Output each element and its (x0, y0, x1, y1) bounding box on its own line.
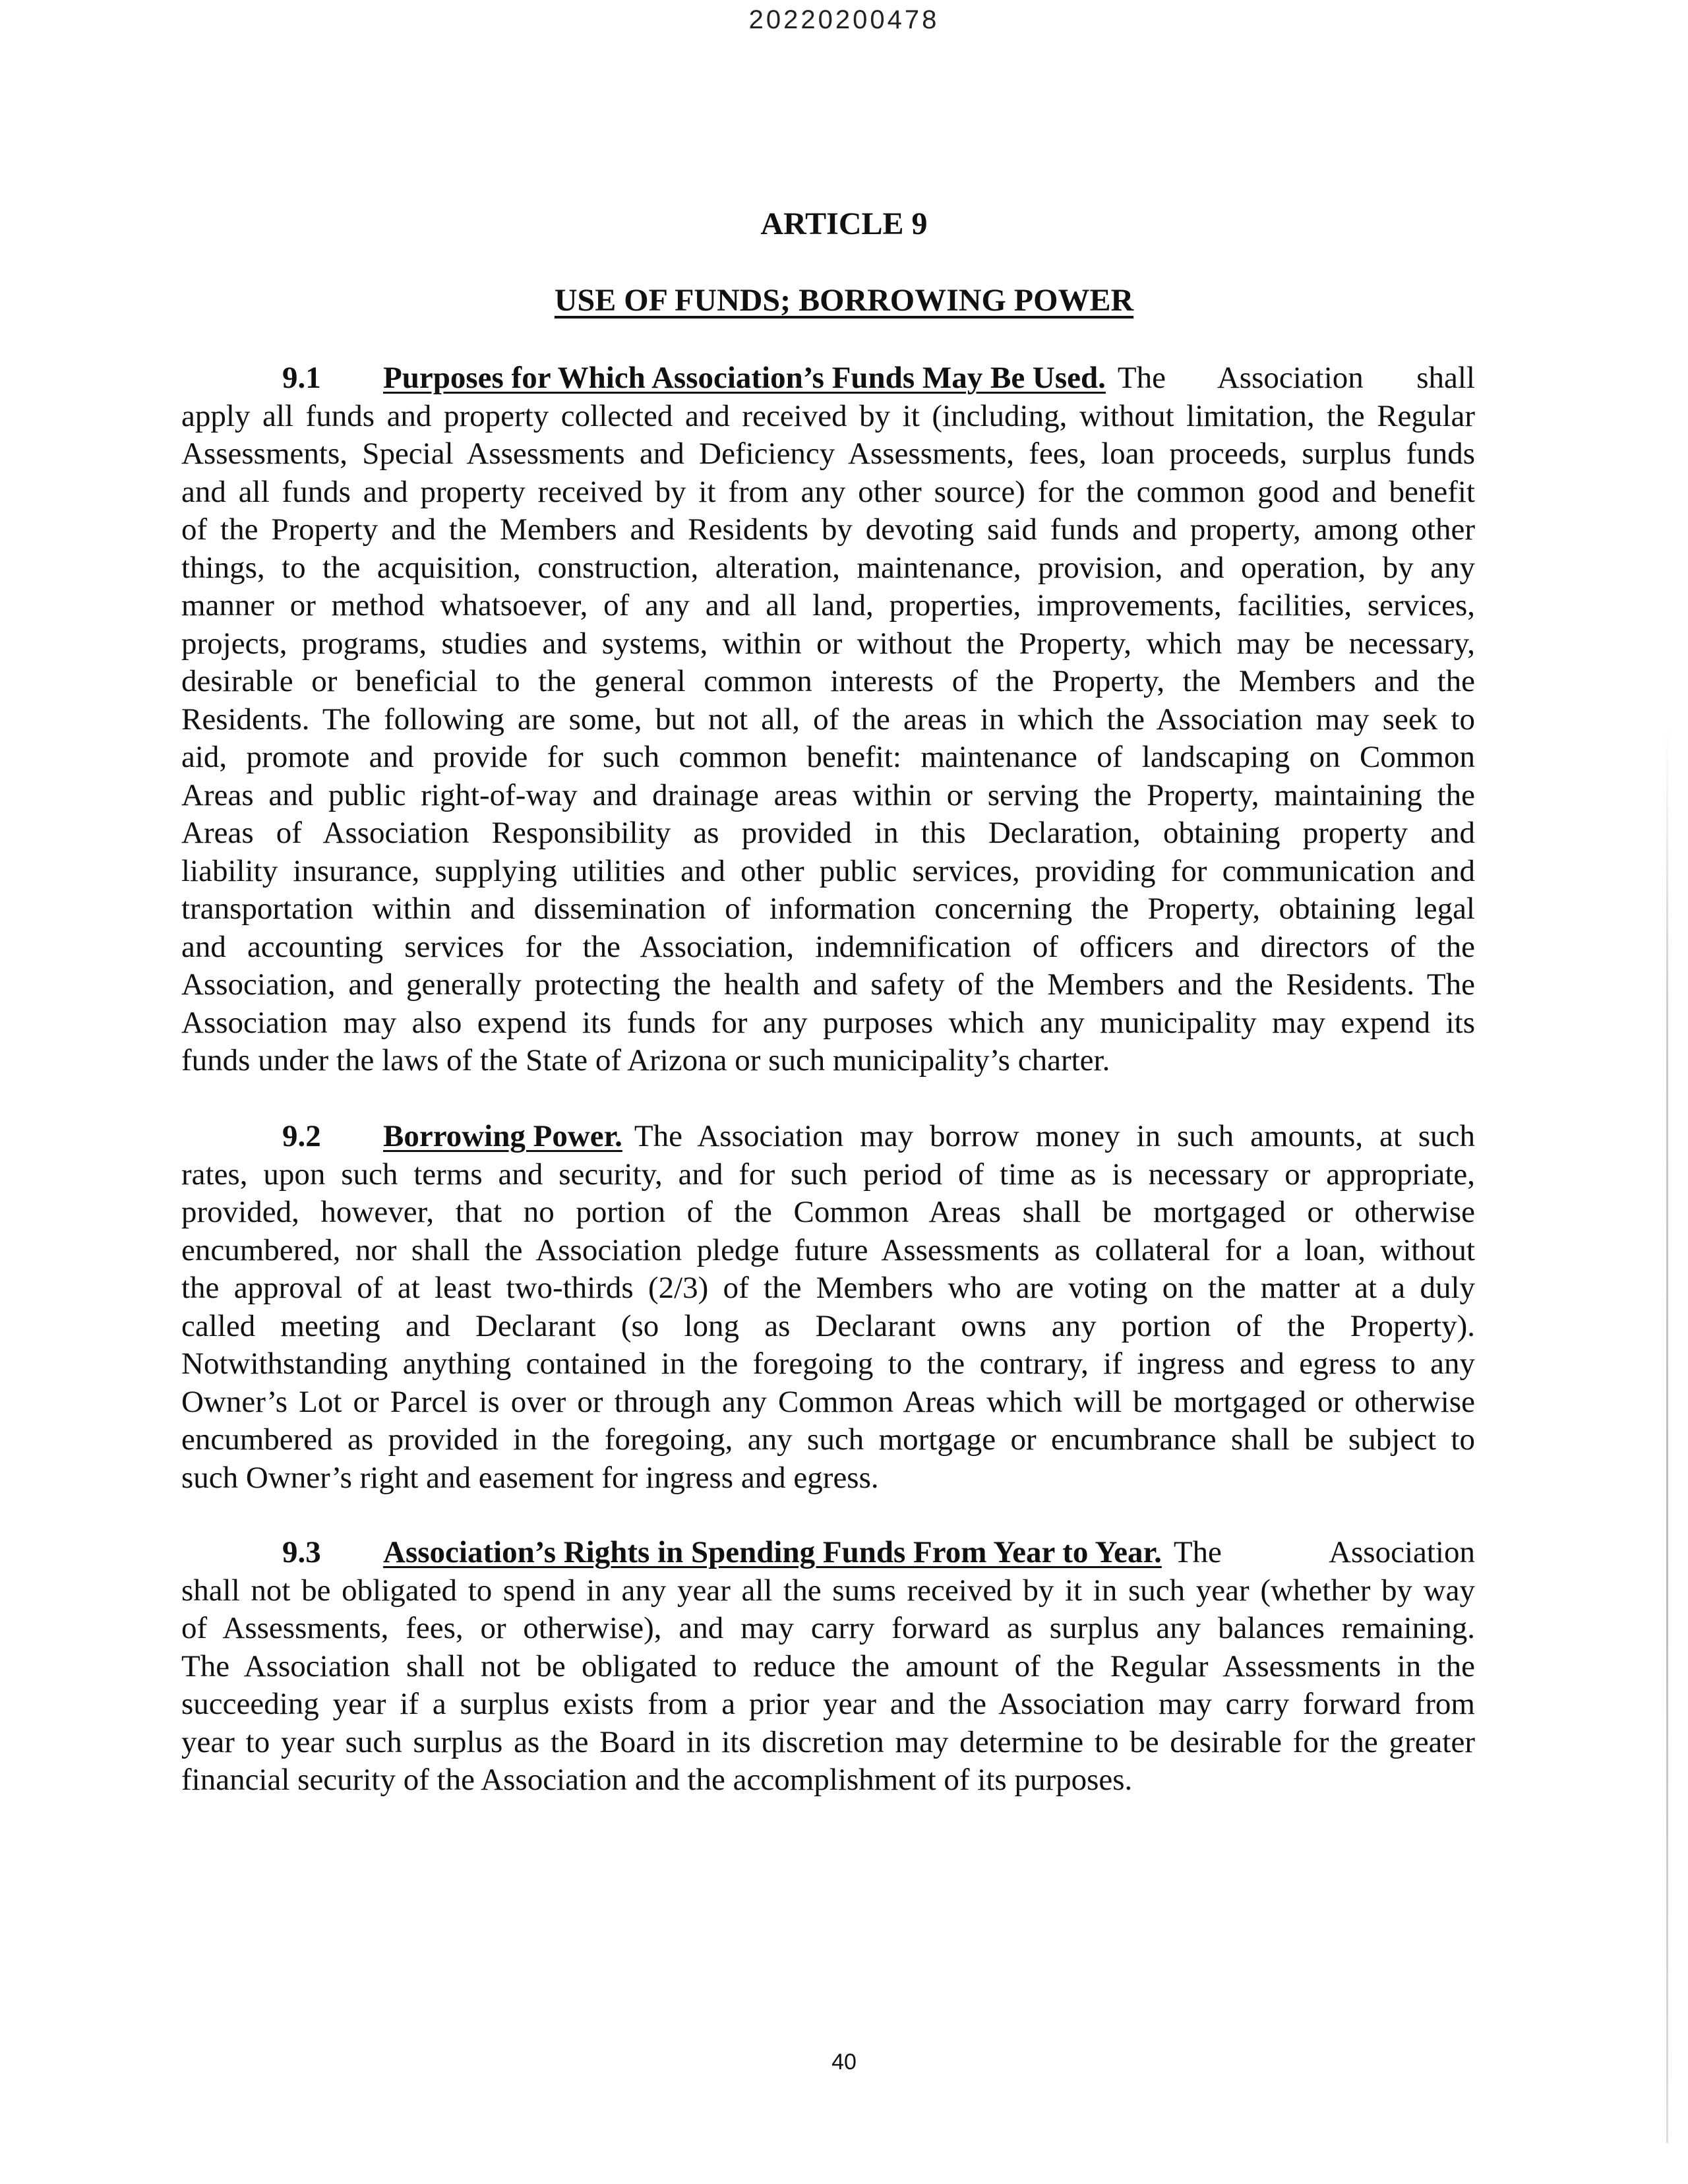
text-line: Notwithstanding anything contained in the foregoing to the contrary, if ingress and egress to any (181, 1347, 1475, 1381)
section-first-line (181, 1534, 1475, 1572)
section-number: 9.2 (282, 1119, 321, 1153)
section-9-2 (181, 1118, 1475, 1497)
section-number: 9.3 (282, 1535, 321, 1569)
text-line: succeeding year if a surplus exists from a prior year and the Association may carry forward from (181, 1687, 1475, 1721)
section-heading: Purposes for Which Association’s Funds May Be Used. (383, 361, 1106, 395)
text-line: projects, programs, studies and systems, within or without the Property, which may be necessary, (181, 626, 1475, 661)
text-line: Residents. The following are some, but not all, of the areas in which the Association may seek to (181, 702, 1475, 737)
text-line: shall not be obligated to spend in any year all the sums received by it in such year (whether by way (181, 1573, 1475, 1608)
article-title-text: USE OF FUNDS; BORROWING POWER (554, 283, 1134, 318)
text-line: Association may also expend its funds for any purposes which any municipality may expend its (181, 1005, 1475, 1040)
article-heading: ARTICLE 9 (760, 206, 928, 241)
text-line: transportation within and dissemination of information concerning the Property, obtaining legal (181, 892, 1475, 926)
text-line: such Owner’s right and easement for ingress and egress. (181, 1460, 879, 1495)
document-number: 20220200478 (748, 5, 940, 34)
text-line: funds under the laws of the State of Arizona or such municipality’s charter. (181, 1043, 1110, 1077)
text-line: provided, however, that no portion of the Common Areas shall be mortgaged or otherwise (181, 1195, 1475, 1229)
text-line: Association, and generally protecting the health and safety of the Members and the Residents. The (181, 967, 1475, 1002)
scan-edge-artifact (1666, 725, 1668, 2143)
article-title (0, 282, 1688, 318)
section-lead-text: The Association shall (1117, 361, 1475, 395)
text-line: encumbered as provided in the foregoing, any such mortgage or encumbrance shall be subject to (181, 1422, 1475, 1457)
section-9-1 (181, 359, 1475, 1080)
text-line: the approval of at least two-thirds (2/3) of the Members who are voting on the matter at a duly (181, 1271, 1475, 1305)
text-line: financial security of the Association and the accomplishment of its purposes. (181, 1763, 1133, 1797)
text-line: liability insurance, supplying utilities and other public services, providing for communication and (181, 853, 1475, 888)
text-line: encumbered, nor shall the Association pledge future Assessments as collateral for a loan, without (181, 1232, 1475, 1267)
page-number: 40 (831, 2049, 857, 2075)
text-line: Areas of Association Responsibility as provided in this Declaration, obtaining property and (181, 816, 1475, 850)
section-first-line (181, 359, 1475, 398)
text-line: and all funds and property received by it from any other source) for the common good and benefit (181, 474, 1475, 509)
text-line: aid, promote and provide for such common benefit: maintenance of landscaping on Common (181, 740, 1475, 774)
section-first-line (181, 1118, 1475, 1156)
text-line: manner or method whatsoever, of any and all land, properties, improvements, facilities, services, (181, 588, 1475, 622)
text-line: Areas and public right-of-way and drainage areas within or serving the Property, maintaining the (181, 777, 1475, 812)
text-line: The Association shall not be obligated to reduce the amount of the Regular Assessments in the (181, 1649, 1475, 1684)
section-lead-text: The Association may borrow money in such amounts, at such (634, 1119, 1475, 1153)
section-heading: Association’s Rights in Spending Funds From Year to Year. (383, 1535, 1162, 1569)
text-line: year to year such surplus as the Board in its discretion may determine to be desirable for the greater (181, 1724, 1475, 1759)
text-line: things, to the acquisition, construction, alteration, maintenance, provision, and operation, by any (181, 550, 1475, 585)
section-lead-text: The Association (1173, 1535, 1475, 1569)
text-line: called meeting and Declarant (so long as Declarant owns any portion of the Property). (181, 1308, 1475, 1343)
section-heading: Borrowing Power. (383, 1119, 622, 1153)
text-line: and accounting services for the Association, indemnification of officers and directors of the (181, 929, 1475, 964)
text-line: Assessments, Special Assessments and Deficiency Assessments, fees, loan proceeds, surplus funds (181, 437, 1475, 471)
text-line: of Assessments, fees, or otherwise), and may carry forward as surplus any balances remaining. (181, 1611, 1475, 1645)
text-line: apply all funds and property collected and received by it (including, without limitation, the Regular (181, 398, 1475, 433)
text-line: Owner’s Lot or Parcel is over or through any Common Areas which will be mortgaged or otherwise (181, 1384, 1475, 1419)
section-9-3 (181, 1534, 1475, 1800)
text-line: rates, upon such terms and security, and for such period of time as is necessary or appropriate, (181, 1157, 1475, 1192)
text-line: desirable or beneficial to the general common interests of the Property, the Members and the (181, 664, 1475, 698)
section-number: 9.1 (282, 361, 321, 395)
text-line: of the Property and the Members and Residents by devoting said funds and property, among other (181, 512, 1475, 547)
